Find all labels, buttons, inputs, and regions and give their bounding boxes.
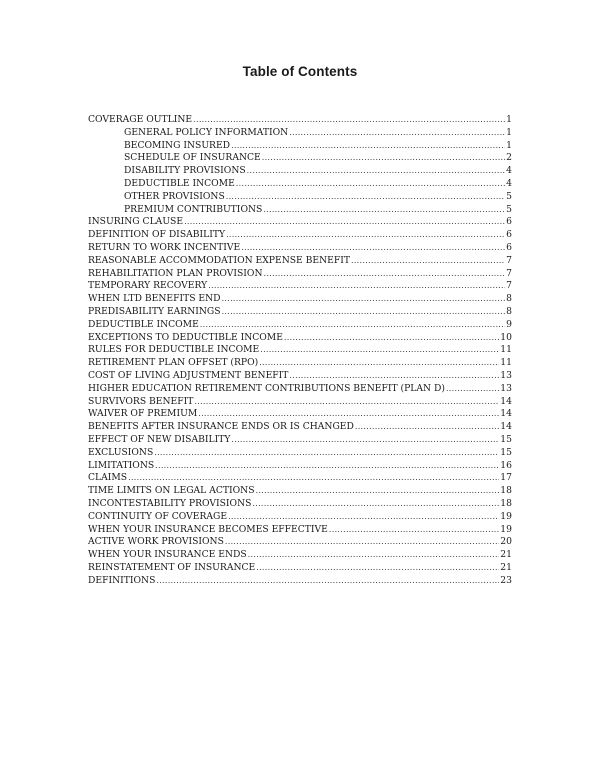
toc-page-number: 2 <box>506 152 512 164</box>
page-title: Table of Contents <box>242 64 358 79</box>
toc-entry[interactable] <box>88 549 512 562</box>
toc-entry[interactable] <box>88 498 512 511</box>
dot-leader <box>355 421 499 434</box>
toc-entry-label: CLAIMS <box>88 472 128 484</box>
toc-entry-label: INCONTESTABILITY PROVISIONS <box>88 497 252 509</box>
toc-page-number: 7 <box>506 280 512 292</box>
toc-entry[interactable] <box>88 306 512 319</box>
toc-entry-label: PREDISABILITY EARNINGS <box>88 305 221 317</box>
toc-entry-label: COVERAGE OUTLINE <box>88 114 193 125</box>
toc-page-number: 10 <box>500 331 512 343</box>
dot-leader <box>252 498 499 511</box>
dot-leader <box>208 280 505 293</box>
toc-page-number: 13 <box>500 382 512 394</box>
toc-entry[interactable] <box>88 242 512 255</box>
toc-entry-label: COST OF LIVING ADJUSTMENT BENEFIT <box>88 369 289 381</box>
toc-page-number: 6 <box>506 216 512 228</box>
toc-page-number: 5 <box>506 203 512 215</box>
toc-page-number: 1 <box>506 114 512 125</box>
toc-entry[interactable] <box>88 434 512 447</box>
toc-entry-label: SURVIVORS BENEFIT <box>88 395 194 407</box>
toc-entry[interactable] <box>88 562 512 575</box>
toc-entry-label: WAIVER OF PREMIUM <box>88 408 198 420</box>
toc-page-number: 20 <box>500 536 512 548</box>
dot-leader <box>259 357 499 370</box>
dot-leader <box>231 434 499 447</box>
toc-entry-label: OTHER PROVISIONS <box>124 190 225 202</box>
dot-leader <box>241 242 505 255</box>
toc-page-number: 7 <box>506 254 512 266</box>
toc-page-number: 11 <box>500 344 512 356</box>
toc-entry-label: REINSTATEMENT OF INSURANCE <box>88 561 256 573</box>
toc-entry-label: ACTIVE WORK PROVISIONS <box>88 536 224 548</box>
toc-page-number: 19 <box>500 510 512 522</box>
dot-leader <box>446 383 499 396</box>
toc-entry[interactable] <box>88 357 512 370</box>
toc-subentry[interactable] <box>88 178 512 191</box>
toc-entry[interactable] <box>88 268 512 281</box>
dot-leader <box>255 485 499 498</box>
toc-entry[interactable] <box>88 229 512 242</box>
toc-page-number: 8 <box>506 293 512 305</box>
toc-page-number: 15 <box>500 433 512 445</box>
toc-entry[interactable] <box>88 216 512 229</box>
toc-entry-label: BENEFITS AFTER INSURANCE ENDS OR IS CHANGED <box>88 421 354 433</box>
toc-entry[interactable] <box>88 472 512 485</box>
dot-leader <box>236 178 505 191</box>
toc-entry-label: DEDUCTIBLE INCOME <box>88 318 199 330</box>
toc-entry[interactable] <box>88 344 512 357</box>
toc-entry-label: DEFINITIONS <box>88 574 156 586</box>
toc-entry[interactable] <box>88 447 512 460</box>
toc-entry-label: RETURN TO WORK INCENTIVE <box>88 241 241 253</box>
toc-page-number: 5 <box>506 190 512 202</box>
toc-page-number: 23 <box>500 574 512 586</box>
toc-entry-label: WHEN YOUR INSURANCE BECOMES EFFECTIVE <box>88 523 328 535</box>
toc-entry[interactable] <box>88 511 512 524</box>
toc-entry-label: INSURING CLAUSE <box>88 216 184 228</box>
toc-entry-label: CONTINUITY OF COVERAGE <box>88 510 228 522</box>
dot-leader <box>329 524 499 537</box>
dot-leader <box>289 370 499 383</box>
toc-page-number: 8 <box>506 305 512 317</box>
toc-page-number: 4 <box>506 177 512 189</box>
toc-entry[interactable] <box>88 575 512 588</box>
dot-leader <box>193 114 505 127</box>
dot-leader <box>263 204 505 217</box>
toc-subentry[interactable] <box>88 191 512 204</box>
toc-entry[interactable] <box>88 280 512 293</box>
toc-page-number: 14 <box>500 408 512 420</box>
toc-entry-label: BECOMING INSURED <box>124 139 231 151</box>
toc-entry[interactable] <box>88 383 512 396</box>
dot-leader <box>247 165 505 178</box>
dot-leader <box>226 229 505 242</box>
toc-entry[interactable] <box>88 114 512 127</box>
dot-leader <box>228 511 499 524</box>
toc-entry-label: TEMPORARY RECOVERY <box>88 280 208 292</box>
toc-page-number: 18 <box>500 497 512 509</box>
toc-entry-label: EFFECT OF NEW DISABILITY <box>88 433 231 445</box>
toc-entry-label: REHABILITATION PLAN PROVISION <box>88 267 263 279</box>
toc-entry-label: TIME LIMITS ON LEGAL ACTIONS <box>88 485 255 497</box>
toc-entry[interactable] <box>88 485 512 498</box>
toc-entry[interactable] <box>88 293 512 306</box>
dot-leader <box>248 549 500 562</box>
toc-entry-label: EXCLUSIONS <box>88 446 154 458</box>
toc-entry[interactable] <box>88 536 512 549</box>
toc-entry[interactable] <box>88 421 512 434</box>
toc-entry-label: HIGHER EDUCATION RETIREMENT CONTRIBUTIONS BENEFIT (PLAN D) <box>88 382 445 394</box>
dot-leader <box>222 293 505 306</box>
dot-leader <box>260 344 499 357</box>
dot-leader <box>222 306 505 319</box>
toc-subentry[interactable] <box>88 204 512 217</box>
toc-entry[interactable] <box>88 370 512 383</box>
toc-entry-label: EXCEPTIONS TO DEDUCTIBLE INCOME <box>88 331 283 343</box>
toc-page-number: 14 <box>500 395 512 407</box>
toc-entry-label: SCHEDULE OF INSURANCE <box>124 152 261 164</box>
toc-entry[interactable] <box>88 524 512 537</box>
toc-page-number: 18 <box>500 485 512 497</box>
toc-subentry[interactable] <box>88 127 512 140</box>
toc-entry-label: DEDUCTIBLE INCOME <box>124 177 235 189</box>
toc-entry[interactable] <box>88 396 512 409</box>
toc-entry-label: DEFINITION OF DISABILITY <box>88 229 226 241</box>
toc-entry[interactable] <box>88 460 512 473</box>
toc-subentry[interactable] <box>88 140 512 153</box>
dot-leader <box>198 408 499 421</box>
toc-entry-label: REASONABLE ACCOMMODATION EXPENSE BENEFIT <box>88 254 350 266</box>
toc-page-number: 14 <box>500 421 512 433</box>
toc-subentry[interactable] <box>88 165 512 178</box>
toc-page-number: 15 <box>500 446 512 458</box>
toc-entry-label: WHEN LTD BENEFITS END <box>88 293 221 305</box>
toc-page-number: 19 <box>500 523 512 535</box>
toc-entry[interactable] <box>88 408 512 421</box>
dot-leader <box>262 152 505 165</box>
table-of-contents <box>88 114 512 587</box>
toc-page-number: 1 <box>506 139 512 151</box>
toc-page-number: 21 <box>500 549 512 561</box>
toc-page-number: 6 <box>506 229 512 241</box>
toc-entry-label: DISABILITY PROVISIONS <box>124 165 246 177</box>
toc-page-number: 6 <box>506 241 512 253</box>
toc-entry-label: LIMITATIONS <box>88 459 155 471</box>
dot-leader <box>155 460 499 473</box>
dot-leader <box>289 127 505 140</box>
toc-entry-label: RULES FOR DEDUCTIBLE INCOME <box>88 344 260 356</box>
toc-page-number: 11 <box>500 357 512 369</box>
dot-leader <box>225 536 499 549</box>
toc-page-number: 9 <box>506 318 512 330</box>
toc-entry[interactable] <box>88 332 512 345</box>
toc-entry-label: WHEN YOUR INSURANCE ENDS <box>88 549 247 561</box>
dot-leader <box>128 472 499 485</box>
toc-page-number: 17 <box>500 472 512 484</box>
toc-entry[interactable] <box>88 319 512 332</box>
toc-page-number: 7 <box>506 267 512 279</box>
dot-leader <box>284 332 499 345</box>
toc-page-number: 4 <box>506 165 512 177</box>
toc-entry[interactable] <box>88 255 512 268</box>
dot-leader <box>351 255 505 268</box>
toc-entry-label: RETIREMENT PLAN OFFSET (RPO) <box>88 357 259 369</box>
toc-page-number: 13 <box>500 369 512 381</box>
dot-leader <box>256 562 499 575</box>
toc-page-number: 16 <box>500 459 512 471</box>
dot-leader <box>156 575 499 588</box>
dot-leader <box>184 216 505 229</box>
dot-leader <box>231 140 505 153</box>
toc-subentry[interactable] <box>88 152 512 165</box>
toc-page-number: 1 <box>506 126 512 138</box>
dot-leader <box>226 191 505 204</box>
dot-leader <box>200 319 505 332</box>
toc-entry-label: PREMIUM CONTRIBUTIONS <box>124 203 263 215</box>
toc-page-number: 21 <box>500 561 512 573</box>
dot-leader <box>154 447 499 460</box>
toc-entry-label: GENERAL POLICY INFORMATION <box>124 126 289 138</box>
dot-leader <box>194 396 499 409</box>
dot-leader <box>264 268 506 281</box>
